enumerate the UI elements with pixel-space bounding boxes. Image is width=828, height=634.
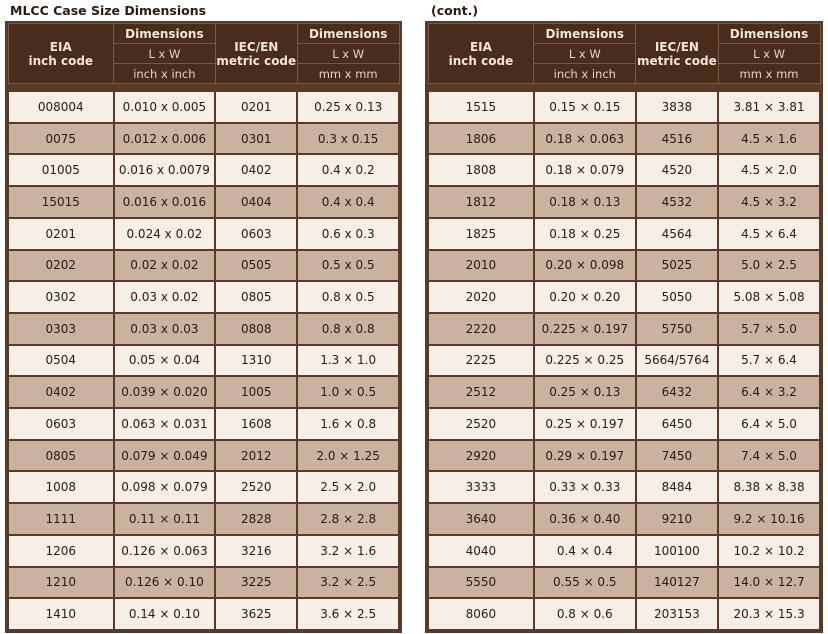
header-eia-line2: inch code	[28, 53, 94, 68]
table-row	[8, 186, 399, 218]
metric-code-cell: 2012	[215, 440, 297, 472]
header-spacer-cell	[8, 84, 399, 92]
eia-code-cell: 0202	[8, 250, 114, 282]
header-dim-inch-lw: L x W	[534, 44, 636, 64]
mm-dimensions-cell: 4.5 × 1.6	[718, 123, 820, 155]
header-dim-inch-unit: inch x inch	[114, 64, 216, 84]
mm-dimensions-cell: 4.5 × 6.4	[718, 218, 820, 250]
metric-code-cell: 1310	[215, 345, 297, 377]
metric-code-cell: 5750	[636, 313, 718, 345]
header-spacer-cell	[428, 84, 820, 92]
table-row	[8, 503, 399, 535]
inch-dimensions-cell: 0.05 × 0.04	[114, 345, 216, 377]
eia-code-cell: 0402	[8, 376, 114, 408]
inch-dimensions-cell: 0.25 × 0.13	[534, 376, 636, 408]
eia-code-cell: 2220	[428, 313, 534, 345]
header-dim-mm-lw: L x W	[718, 44, 820, 64]
table-row	[428, 376, 820, 408]
metric-code-cell: 4532	[636, 186, 718, 218]
inch-dimensions-cell: 0.4 × 0.4	[534, 535, 636, 567]
metric-code-cell: 0808	[215, 313, 297, 345]
size-table	[7, 23, 400, 631]
metric-code-cell: 0301	[215, 123, 297, 155]
header-eia	[8, 24, 114, 84]
eia-code-cell: 1806	[428, 123, 534, 155]
table-row	[428, 154, 820, 186]
mm-dimensions-cell: 5.7 × 5.0	[718, 313, 820, 345]
table-row	[428, 408, 820, 440]
size-table	[427, 23, 821, 631]
metric-code-cell: 3838	[636, 91, 718, 123]
mm-dimensions-cell: 1.0 × 0.5	[297, 376, 399, 408]
inch-dimensions-cell: 0.063 × 0.031	[114, 408, 216, 440]
metric-code-cell: 3625	[215, 598, 297, 630]
mm-dimensions-cell: 3.6 × 2.5	[297, 598, 399, 630]
header-dim-mm-title: Dimensions	[718, 24, 820, 44]
metric-code-cell: 4516	[636, 123, 718, 155]
inch-dimensions-cell: 0.18 × 0.13	[534, 186, 636, 218]
mm-dimensions-cell: 0.5 x 0.5	[297, 250, 399, 282]
eia-code-cell: 1410	[8, 598, 114, 630]
header-eia-line1: EIA	[469, 39, 492, 54]
inch-dimensions-cell: 0.36 × 0.40	[534, 503, 636, 535]
eia-code-cell: 2010	[428, 250, 534, 282]
inch-dimensions-cell: 0.25 × 0.197	[534, 408, 636, 440]
metric-code-cell: 0603	[215, 218, 297, 250]
eia-code-cell: 0303	[8, 313, 114, 345]
mm-dimensions-cell: 3.2 × 2.5	[297, 567, 399, 599]
table-caption-continued: (cont.)	[431, 3, 479, 18]
inch-dimensions-cell: 0.079 × 0.049	[114, 440, 216, 472]
mm-dimensions-cell: 4.5 × 2.0	[718, 154, 820, 186]
table-row	[8, 567, 399, 599]
mm-dimensions-cell: 3.2 × 1.6	[297, 535, 399, 567]
table-row	[8, 376, 399, 408]
eia-code-cell: 1210	[8, 567, 114, 599]
eia-code-cell: 2020	[428, 281, 534, 313]
table-row	[8, 123, 399, 155]
metric-code-cell: 5664/5764	[636, 345, 718, 377]
eia-code-cell: 3333	[428, 471, 534, 503]
metric-code-cell: 6450	[636, 408, 718, 440]
mm-dimensions-cell: 0.3 x 0.15	[297, 123, 399, 155]
metric-code-cell: 7450	[636, 440, 718, 472]
mlcc-size-table-right	[425, 21, 823, 633]
inch-dimensions-cell: 0.20 × 0.098	[534, 250, 636, 282]
mm-dimensions-cell: 0.8 x 0.8	[297, 313, 399, 345]
table-row	[8, 598, 399, 630]
table-row	[8, 91, 399, 123]
header-dim-inch-unit: inch x inch	[534, 64, 636, 84]
header-dim-mm-unit: mm x mm	[297, 64, 399, 84]
header-iec-line2: metric code	[216, 53, 297, 68]
mm-dimensions-cell: 0.25 x 0.13	[297, 91, 399, 123]
metric-code-cell: 5050	[636, 281, 718, 313]
eia-code-cell: 8060	[428, 598, 534, 630]
inch-dimensions-cell: 0.098 × 0.079	[114, 471, 216, 503]
inch-dimensions-cell: 0.039 × 0.020	[114, 376, 216, 408]
metric-code-cell: 1005	[215, 376, 297, 408]
eia-code-cell: 0603	[8, 408, 114, 440]
header-spacer	[428, 84, 820, 92]
mm-dimensions-cell: 1.3 × 1.0	[297, 345, 399, 377]
header-spacer	[8, 84, 399, 92]
eia-code-cell: 1008	[8, 471, 114, 503]
metric-code-cell: 0404	[215, 186, 297, 218]
eia-code-cell: 008004	[8, 91, 114, 123]
metric-code-cell: 0402	[215, 154, 297, 186]
eia-code-cell: 0805	[8, 440, 114, 472]
inch-dimensions-cell: 0.55 × 0.5	[534, 567, 636, 599]
eia-code-cell: 2920	[428, 440, 534, 472]
mm-dimensions-cell: 5.08 × 5.08	[718, 281, 820, 313]
table-row	[428, 91, 820, 123]
header-eia-line2: inch code	[448, 53, 514, 68]
mlcc-size-table-left	[5, 21, 402, 633]
eia-code-cell: 1206	[8, 535, 114, 567]
inch-dimensions-cell: 0.010 x 0.005	[114, 91, 216, 123]
inch-dimensions-cell: 0.33 × 0.33	[534, 471, 636, 503]
eia-code-cell: 4040	[428, 535, 534, 567]
mm-dimensions-cell: 20.3 × 15.3	[718, 598, 820, 630]
eia-code-cell: 0201	[8, 218, 114, 250]
metric-code-cell: 3225	[215, 567, 297, 599]
table-row	[8, 154, 399, 186]
table-body-right	[428, 84, 820, 631]
header-iec-line2: metric code	[636, 53, 717, 68]
table-caption: MLCC Case Size Dimensions	[10, 3, 207, 18]
table-row	[428, 440, 820, 472]
table-row	[428, 345, 820, 377]
table-body-left	[8, 84, 399, 631]
eia-code-cell: 2520	[428, 408, 534, 440]
table-row	[428, 567, 820, 599]
table-row	[428, 535, 820, 567]
inch-dimensions-cell: 0.012 x 0.006	[114, 123, 216, 155]
mm-dimensions-cell: 10.2 × 10.2	[718, 535, 820, 567]
inch-dimensions-cell: 0.11 × 0.11	[114, 503, 216, 535]
table-row	[8, 408, 399, 440]
eia-code-cell: 2225	[428, 345, 534, 377]
table-row	[428, 123, 820, 155]
table-row	[428, 186, 820, 218]
metric-code-cell: 140127	[636, 567, 718, 599]
metric-code-cell: 203153	[636, 598, 718, 630]
mm-dimensions-cell: 0.4 x 0.2	[297, 154, 399, 186]
header-iec-line1: IEC/EN	[654, 39, 699, 54]
header-dim-mm-unit: mm x mm	[718, 64, 820, 84]
metric-code-cell: 6432	[636, 376, 718, 408]
table-row	[8, 345, 399, 377]
table-row	[428, 218, 820, 250]
inch-dimensions-cell: 0.8 × 0.6	[534, 598, 636, 630]
table-row	[428, 250, 820, 282]
metric-code-cell: 9210	[636, 503, 718, 535]
header-dim-inch-title: Dimensions	[534, 24, 636, 44]
table-row	[8, 440, 399, 472]
eia-code-cell: 0504	[8, 345, 114, 377]
inch-dimensions-cell: 0.20 × 0.20	[534, 281, 636, 313]
metric-code-cell: 4564	[636, 218, 718, 250]
mm-dimensions-cell: 6.4 × 5.0	[718, 408, 820, 440]
eia-code-cell: 0075	[8, 123, 114, 155]
mm-dimensions-cell: 0.4 x 0.4	[297, 186, 399, 218]
inch-dimensions-cell: 0.126 × 0.10	[114, 567, 216, 599]
header-iec	[215, 24, 297, 84]
eia-code-cell: 0302	[8, 281, 114, 313]
eia-code-cell: 3640	[428, 503, 534, 535]
table-row	[8, 471, 399, 503]
metric-code-cell: 5025	[636, 250, 718, 282]
table-row	[8, 313, 399, 345]
mm-dimensions-cell: 1.6 × 0.8	[297, 408, 399, 440]
inch-dimensions-cell: 0.18 × 0.079	[534, 154, 636, 186]
header-dim-inch-lw: L x W	[114, 44, 216, 64]
table-row	[428, 281, 820, 313]
table-row	[428, 503, 820, 535]
eia-code-cell: 2512	[428, 376, 534, 408]
metric-code-cell: 4520	[636, 154, 718, 186]
inch-dimensions-cell: 0.03 x 0.03	[114, 313, 216, 345]
eia-code-cell: 1825	[428, 218, 534, 250]
inch-dimensions-cell: 0.15 × 0.15	[534, 91, 636, 123]
eia-code-cell: 1812	[428, 186, 534, 218]
mm-dimensions-cell: 8.38 × 8.38	[718, 471, 820, 503]
mm-dimensions-cell: 0.8 x 0.5	[297, 281, 399, 313]
mm-dimensions-cell: 7.4 × 5.0	[718, 440, 820, 472]
inch-dimensions-cell: 0.225 × 0.197	[534, 313, 636, 345]
metric-code-cell: 0201	[215, 91, 297, 123]
inch-dimensions-cell: 0.18 × 0.25	[534, 218, 636, 250]
header-dim-mm-title: Dimensions	[297, 24, 399, 44]
metric-code-cell: 0805	[215, 281, 297, 313]
inch-dimensions-cell: 0.024 x 0.02	[114, 218, 216, 250]
mm-dimensions-cell: 14.0 × 12.7	[718, 567, 820, 599]
mm-dimensions-cell: 9.2 × 10.16	[718, 503, 820, 535]
mm-dimensions-cell: 2.8 × 2.8	[297, 503, 399, 535]
eia-code-cell: 1515	[428, 91, 534, 123]
inch-dimensions-cell: 0.02 x 0.02	[114, 250, 216, 282]
metric-code-cell: 8484	[636, 471, 718, 503]
table-row	[428, 471, 820, 503]
metric-code-cell: 0505	[215, 250, 297, 282]
mm-dimensions-cell: 5.7 × 6.4	[718, 345, 820, 377]
table-row	[8, 218, 399, 250]
mm-dimensions-cell: 4.5 × 3.2	[718, 186, 820, 218]
inch-dimensions-cell: 0.225 × 0.25	[534, 345, 636, 377]
metric-code-cell: 2828	[215, 503, 297, 535]
table-row	[8, 281, 399, 313]
header-dim-mm-lw: L x W	[297, 44, 399, 64]
header-iec	[636, 24, 718, 84]
table-row	[428, 598, 820, 630]
inch-dimensions-cell: 0.14 × 0.10	[114, 598, 216, 630]
eia-code-cell: 01005	[8, 154, 114, 186]
eia-code-cell: 1808	[428, 154, 534, 186]
inch-dimensions-cell: 0.126 × 0.063	[114, 535, 216, 567]
header-eia	[428, 24, 534, 84]
inch-dimensions-cell: 0.016 x 0.0079	[114, 154, 216, 186]
table-row	[8, 250, 399, 282]
mm-dimensions-cell: 0.6 x 0.3	[297, 218, 399, 250]
table-row	[8, 535, 399, 567]
metric-code-cell: 1608	[215, 408, 297, 440]
eia-code-cell: 5550	[428, 567, 534, 599]
eia-code-cell: 15015	[8, 186, 114, 218]
metric-code-cell: 100100	[636, 535, 718, 567]
mm-dimensions-cell: 2.5 × 2.0	[297, 471, 399, 503]
metric-code-cell: 3216	[215, 535, 297, 567]
mm-dimensions-cell: 6.4 × 3.2	[718, 376, 820, 408]
inch-dimensions-cell: 0.016 x 0.016	[114, 186, 216, 218]
mm-dimensions-cell: 3.81 × 3.81	[718, 91, 820, 123]
header-dim-inch-title: Dimensions	[114, 24, 216, 44]
metric-code-cell: 2520	[215, 471, 297, 503]
inch-dimensions-cell: 0.29 × 0.197	[534, 440, 636, 472]
mm-dimensions-cell: 5.0 × 2.5	[718, 250, 820, 282]
mm-dimensions-cell: 2.0 × 1.25	[297, 440, 399, 472]
header-eia-line1: EIA	[49, 39, 72, 54]
header-iec-line1: IEC/EN	[234, 39, 279, 54]
inch-dimensions-cell: 0.03 x 0.02	[114, 281, 216, 313]
inch-dimensions-cell: 0.18 × 0.063	[534, 123, 636, 155]
eia-code-cell: 1111	[8, 503, 114, 535]
table-row	[428, 313, 820, 345]
